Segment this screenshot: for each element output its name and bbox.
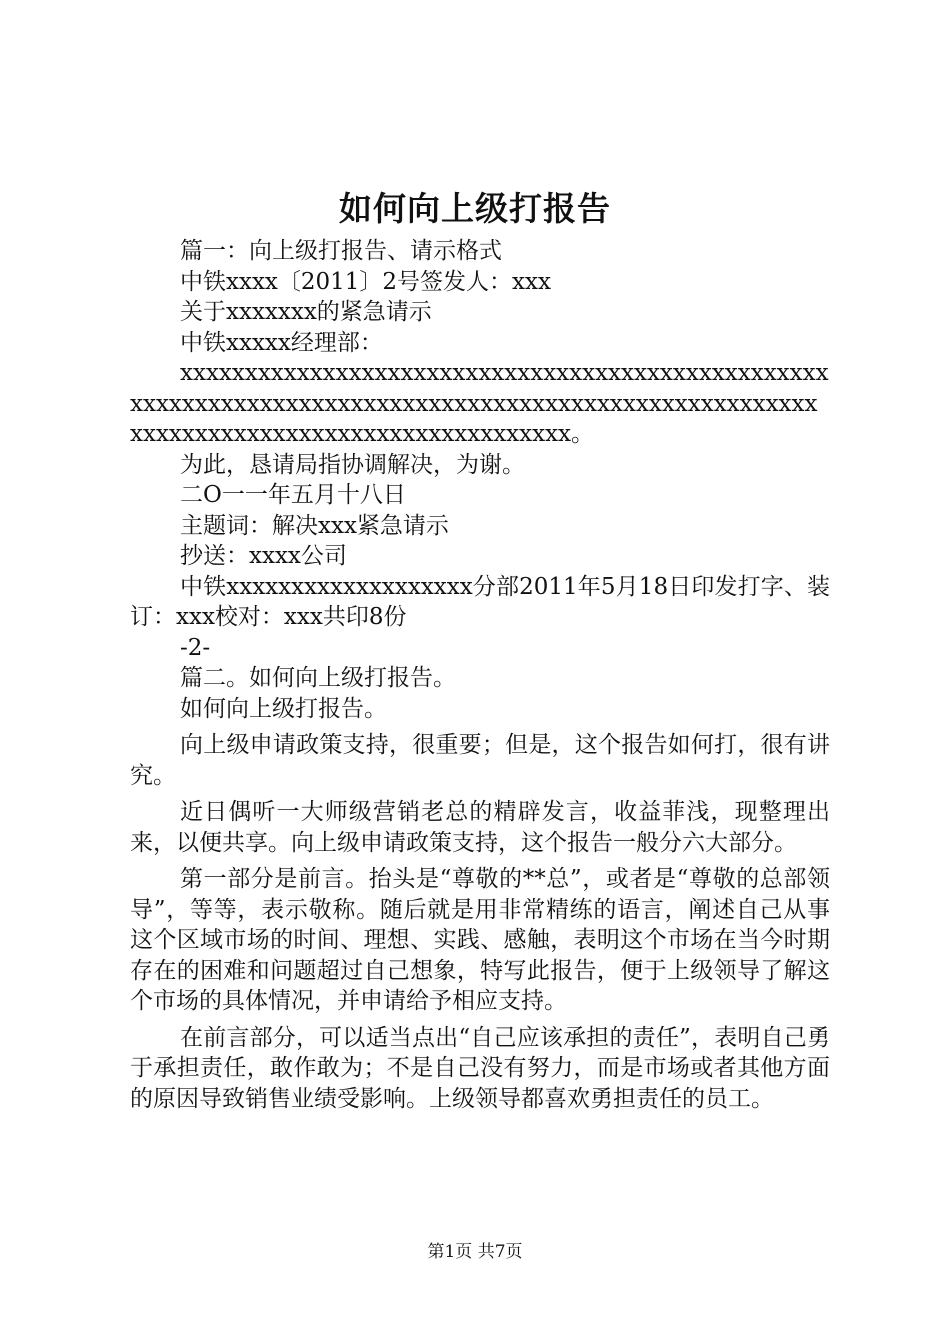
- paragraph-document-number: 中铁xxxx〔2011〕2号签发人：xxx: [180, 268, 551, 295]
- paragraph-section-2-heading: 篇二。如何向上级打报告。: [180, 665, 456, 691]
- paragraph-page-marker: -2-: [180, 634, 211, 661]
- paragraph-part-one: 第一部分是前言。抬头是“尊敬的**总”，或者是“尊敬的总部领导”，等等，表示敬称。随后就是用非常精练的语言，阐述自己从事这个区域市场的时间、理想、实践、感触，表明这个市场在当今时期存在的困难和问题超过自己想象，特写此报告，便于上级领导了解这个市场的具体情况，并申请给予相应支持。: [130, 866, 830, 1014]
- document-body: [130, 236, 830, 1114]
- paragraph-request: 为此，恳请局指协调解决，为谢。: [180, 451, 525, 478]
- paragraph-background: 近日偶听一大师级营销老总的精辟发言，收益菲浅，现整理出来，以便共享。向上级申请政策支持，这个报告一般分六大部分。: [130, 799, 830, 856]
- paragraph-cc: 抄送：xxxx公司: [180, 543, 347, 569]
- paragraph-placeholder-body: xxxxxxxxxxxxxxxxxxxxxxxxxxxxxxxxxxxxxxxxxxxxxxxxxxxxxxxxxxxxxxxxxxxxxxxxxxxxxxxxxxxxxxxxxxxxxxxxxxxxxxxxxxxxxxxxxxxxxxxxxxxxxxxxxxxxxxxxx。: [130, 360, 829, 447]
- paragraph-subject: 关于xxxxxxx的紧急请示: [180, 299, 432, 325]
- paragraph-responsibility: 在前言部分，可以适当点出“自己应该承担的责任”，表明自己勇于承担责任，敢作敢为；不是自己没有努力，而是市场或者其他方面的原因导致销售业绩受影响。上级领导都喜欢勇担责任的员工。: [130, 1024, 830, 1112]
- paragraph-keywords: 主题词：解决xxx紧急请示: [180, 512, 449, 539]
- document-title: 如何向上级打报告: [339, 189, 611, 228]
- paragraph-section-1-heading: 篇一：向上级打报告、请示格式: [180, 238, 502, 264]
- paragraph-intro: 向上级申请政策支持，很重要；但是，这个报告如何打，很有讲究。: [130, 732, 830, 789]
- paragraph-addressee: 中铁xxxxx经理部：: [180, 329, 383, 356]
- paragraph-date: 二O一一年五月十八日: [180, 482, 406, 508]
- paragraph-section-2-title: 如何向上级打报告。: [180, 695, 387, 722]
- paragraph-issuance: 中铁xxxxxxxxxxxxxxxxxxx分部2011年5月18日印发打字、装订：xxx校对：xxx共印8份: [130, 573, 830, 630]
- page-footer: 第1页 共7页: [427, 1242, 523, 1262]
